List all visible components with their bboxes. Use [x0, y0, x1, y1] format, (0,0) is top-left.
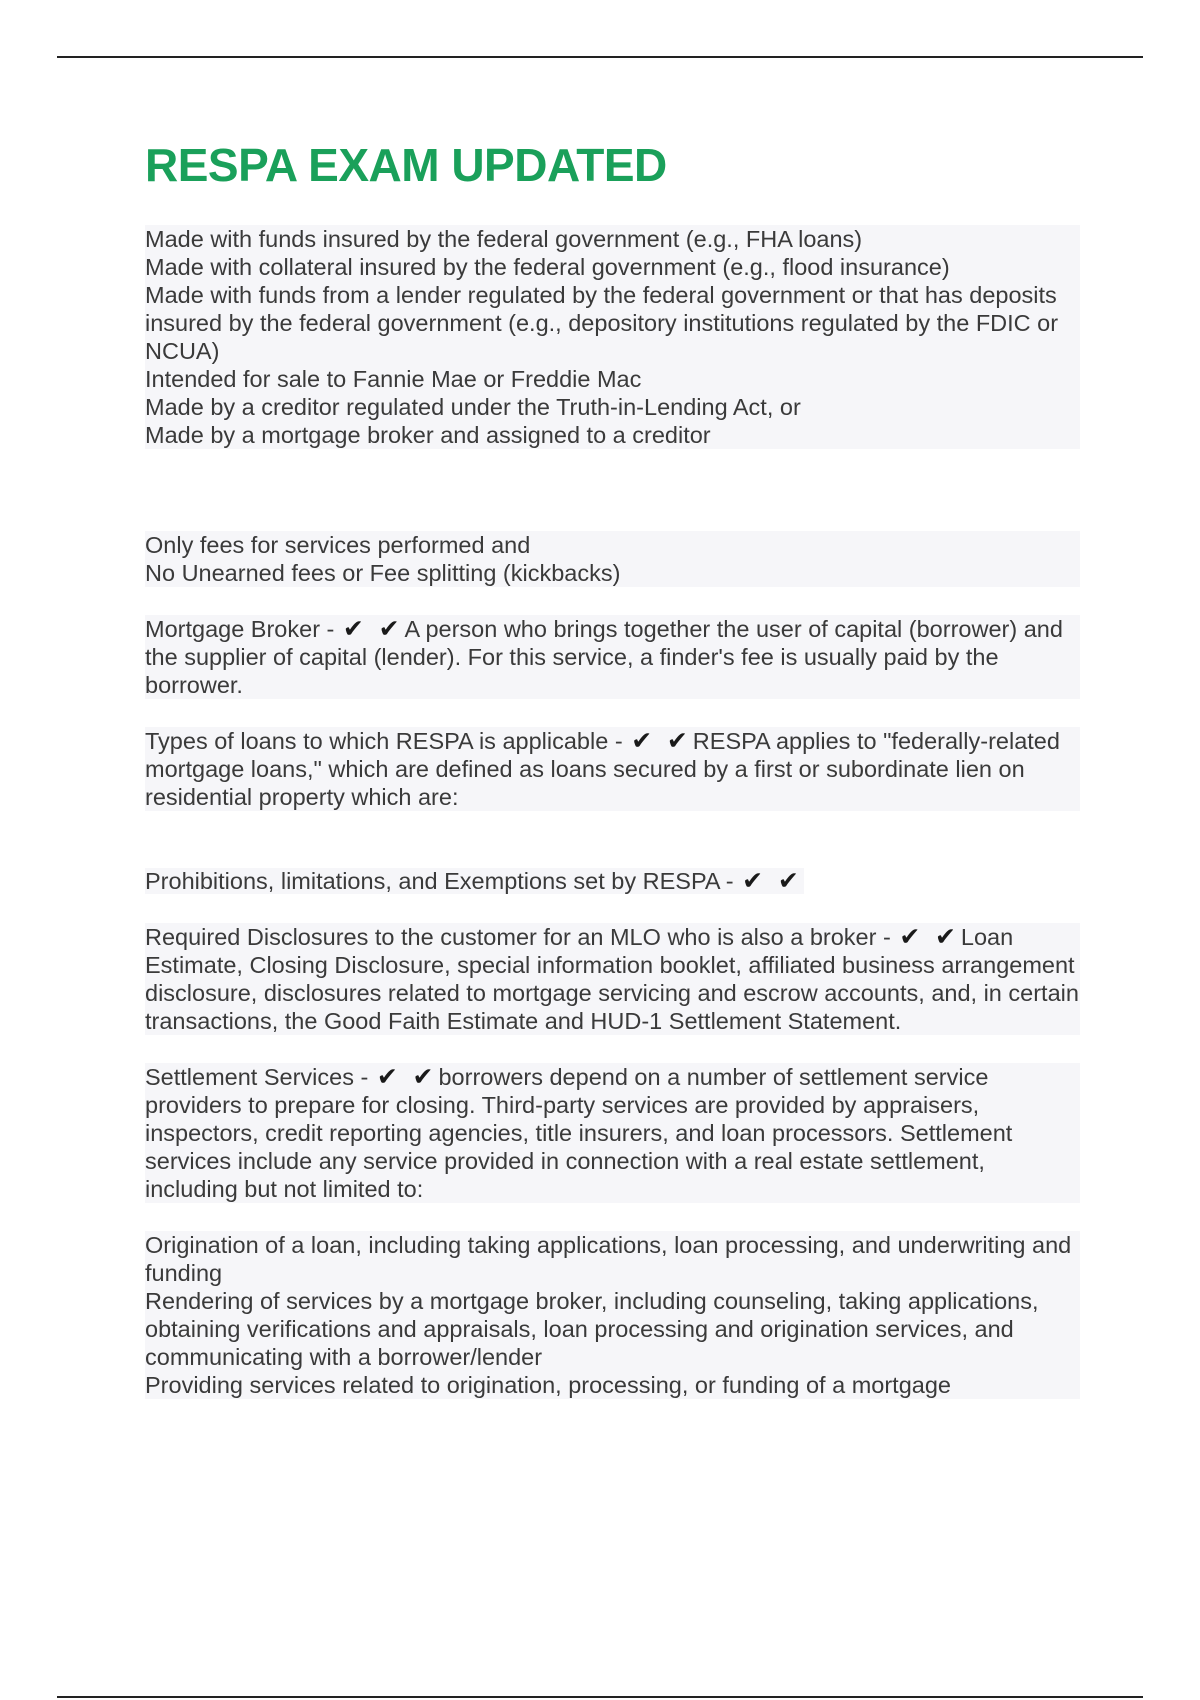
qa-answer: A person who brings together the user of capital (borrower) and the supplier of capital (lender). For this service, a finder's fee is usually paid by the borrower. [145, 615, 1063, 698]
qa-answer: borrowers depend on a number of settlement service providers to prepare for closing. Third-party services are provided by appraisers, inspectors, credit reporting agencies, title insurers, and loan processors. Settlement services include any service provided in connection with a real estate settlement, including but not limited to: [145, 1063, 1013, 1202]
list-item: Made with funds insured by the federal government (e.g., FHA loans) [145, 225, 1080, 253]
fees-list [145, 531, 1080, 587]
double-check-icon: ✔ ✔ [631, 725, 691, 755]
qa-answer: RESPA applies to "federally-related mortgage loans," which are defined as loans secured by a first or subordinate lien on residential property which are: [145, 727, 1060, 810]
bottom-rule [57, 1696, 1143, 1698]
loan-criteria-list [145, 225, 1080, 449]
list-item: No Unearned fees or Fee splitting (kickbacks) [145, 559, 1080, 587]
list-item: Providing services related to origination, processing, or funding of a mortgage [145, 1371, 1080, 1399]
double-check-icon: ✔ ✔ [742, 865, 802, 895]
top-rule [57, 56, 1143, 58]
qa-settlement-services [145, 1063, 1080, 1203]
qa-required-disclosures [145, 923, 1080, 1035]
settlement-services-list [145, 1231, 1080, 1399]
double-check-icon: ✔ ✔ [376, 1061, 437, 1091]
qa-term: Settlement Services - [145, 1063, 369, 1090]
list-item: Made by a mortgage broker and assigned to a creditor [145, 421, 1080, 449]
list-item: Only fees for services performed and [145, 531, 1080, 559]
qa-term: Required Disclosures to the customer for an MLO who is also a broker - [145, 923, 891, 950]
double-check-icon: ✔ ✔ [342, 613, 403, 643]
qa-term: Mortgage Broker - [145, 615, 335, 642]
qa-loan-types [145, 727, 1080, 811]
qa-prohibitions [145, 867, 1080, 895]
qa-answer: Loan Estimate, Closing Disclosure, special information booklet, affiliated business arrangement disclosure, disclosures related to mortgage servicing and escrow accounts, and, in certain transactions, the Good Faith Estimate and HUD-1 Settlement Statement. [145, 923, 1079, 1034]
list-item: Origination of a loan, including taking applications, loan processing, and underwriting and funding [145, 1231, 1080, 1287]
list-item: Made by a creditor regulated under the Truth-in-Lending Act, or [145, 393, 1080, 421]
qa-mortgage-broker [145, 615, 1080, 699]
qa-term: Types of loans to which RESPA is applicable - [145, 727, 623, 754]
qa-term: Prohibitions, limitations, and Exemptions set by RESPA - [145, 867, 734, 894]
list-item: Made with funds from a lender regulated by the federal government or that has deposits insured by the federal government (e.g., depository institutions regulated by the FDIC or NCUA) [145, 281, 1080, 365]
list-item: Made with collateral insured by the federal government (e.g., flood insurance) [145, 253, 1080, 281]
double-check-icon: ✔ ✔ [899, 921, 959, 951]
page-title: RESPA EXAM UPDATED [145, 139, 667, 191]
list-item: Rendering of services by a mortgage broker, including counseling, taking applications, obtaining verifications and appraisals, loan processing and origination services, and communicating with a borrower/lender [145, 1287, 1080, 1371]
document-body [145, 140, 1080, 1399]
list-item: Intended for sale to Fannie Mae or Freddie Mac [145, 365, 1080, 393]
